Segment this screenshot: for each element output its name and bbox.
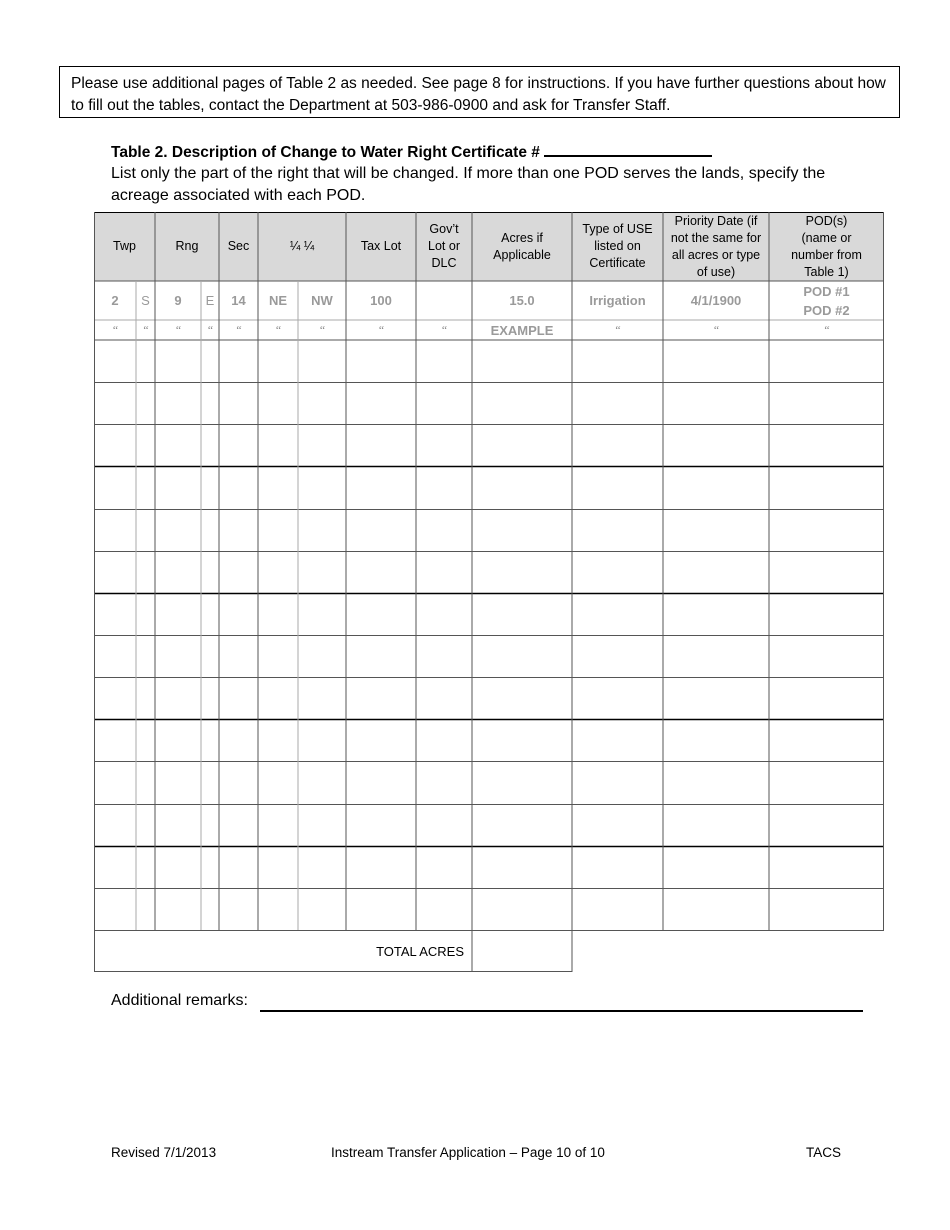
example-sec: 14 <box>231 293 246 308</box>
example-quarter-2: NW <box>311 293 333 308</box>
header-gov-lot: Gov’t Lot or DLC <box>428 222 460 270</box>
example-use: Irrigation <box>589 293 646 308</box>
footer-page-number: Instream Transfer Application – Page 10 of 10 <box>331 1145 605 1160</box>
example-rng-number: 9 <box>174 293 182 308</box>
header-priority-date: Priority Date (if not the same for all acres or type of use) <box>670 213 762 279</box>
header-quarter-quarter: ¼ ¼ <box>289 239 315 253</box>
ditto-mark: “ <box>377 322 385 337</box>
example-acres: 15.0 <box>509 293 535 308</box>
footer-revised: Revised 7/1/2013 <box>111 1145 217 1160</box>
table-title-text: Table 2. Description of Change to Water Right Certificate # <box>111 144 540 161</box>
ditto-mark: “ <box>235 322 242 337</box>
ditto-mark: “ <box>206 322 214 337</box>
certificate-number-blank[interactable] <box>544 141 712 157</box>
example-twp-number: 2 <box>111 293 119 308</box>
header-rng: Rng <box>175 239 199 253</box>
ditto-mark: “ <box>142 322 149 337</box>
example-pod-1: POD #1 <box>803 283 850 299</box>
ditto-mark: “ <box>440 322 448 337</box>
example-tax-lot: 100 <box>370 293 392 308</box>
table-instructions: List only the part of the right that will be changed. If more than one POD serves the lands, specify the acreage associated with each POD. <box>111 165 826 204</box>
ditto-mark: “ <box>823 322 830 337</box>
ditto-mark: “ <box>318 322 326 337</box>
ditto-mark: “ <box>712 322 720 337</box>
header-twp: Twp <box>113 239 136 253</box>
additional-remarks-field[interactable] <box>260 1010 863 1012</box>
table-title <box>111 141 712 162</box>
header-pod: POD(s) (name or number from Table 1) <box>791 213 862 279</box>
header-sec: Sec <box>227 239 250 253</box>
example-priority-date: 4/1/1900 <box>690 293 742 308</box>
ditto-mark: “ <box>174 322 182 337</box>
header-use-type: Type of USE listed on Certificate <box>582 222 653 270</box>
example-pods <box>769 281 884 320</box>
notice-text: Please use additional pages of Table 2 as needed. See page 8 for instructions. If you have further questions about how to fill out the tables, contact the Department at 503-986-0900 and ask for Transfer Staff. <box>71 75 886 114</box>
example-gov-lot <box>416 281 472 320</box>
header-acres: Acres if Applicable <box>493 230 551 262</box>
example-label: EXAMPLE <box>490 322 554 338</box>
change-description-table <box>94 212 884 972</box>
ditto-mark: “ <box>111 322 119 337</box>
ditto-mark: “ <box>274 322 282 337</box>
total-acres-label: TOTAL ACRES <box>376 943 464 959</box>
header-tax-lot: Tax Lot <box>360 239 402 253</box>
example-twp-direction: S <box>141 293 150 308</box>
example-rng-direction: E <box>205 293 215 308</box>
example-pod-2: POD #2 <box>803 302 850 318</box>
footer-form-code: TACS <box>806 1145 842 1160</box>
ditto-mark: “ <box>614 322 621 337</box>
example-quarter-1: NE <box>268 293 288 308</box>
total-acres-field[interactable] <box>472 930 572 972</box>
instructions-notice-box <box>59 66 900 118</box>
additional-remarks-label: Additional remarks: <box>111 992 248 1009</box>
